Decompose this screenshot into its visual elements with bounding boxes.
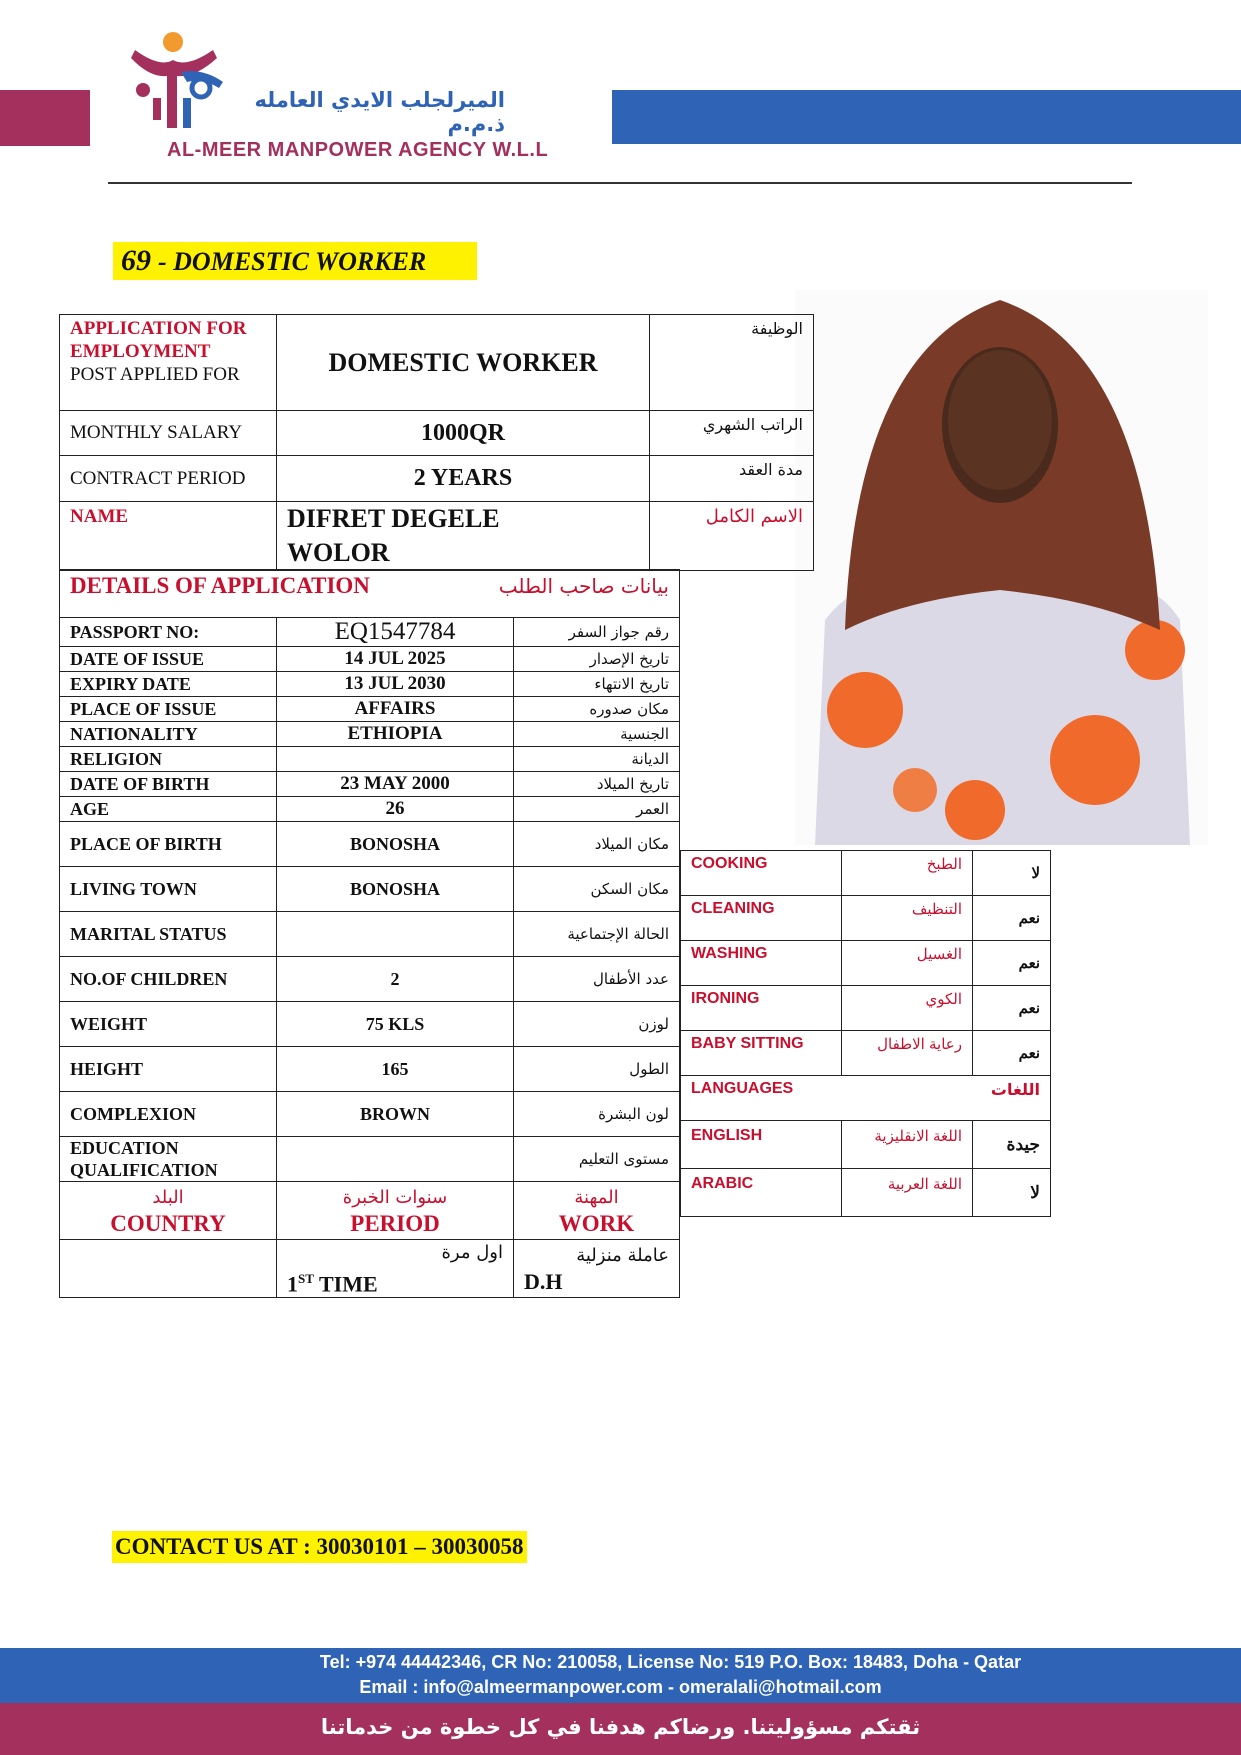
work-label: WORK: [558, 1210, 635, 1236]
experience-country: [60, 1240, 277, 1298]
detail-value: BONOSHA: [277, 867, 514, 912]
detail-row: [60, 797, 680, 822]
detail-label: NO.OF CHILDREN: [60, 957, 277, 1002]
detail-label: HEIGHT: [60, 1047, 277, 1092]
detail-ar: العمر: [514, 797, 680, 822]
details-heading: DETAILS OF APPLICATION: [70, 573, 370, 598]
detail-label: WEIGHT: [60, 1002, 277, 1047]
country-header: [60, 1182, 277, 1240]
logo-arabic-text: الميرلجلب الايدي العامله ذ.م.م: [254, 88, 505, 136]
skill-label: WASHING: [681, 941, 842, 986]
detail-ar: مكان الميلاد: [514, 822, 680, 867]
detail-value: EQ1547784: [277, 618, 514, 647]
detail-label: EDUCATION QUALIFICATION: [60, 1137, 277, 1182]
detail-ar: الطول: [514, 1047, 680, 1092]
detail-label: PLACE OF BIRTH: [60, 822, 277, 867]
period-header: [277, 1182, 514, 1240]
detail-row: [60, 697, 680, 722]
name-value: [277, 502, 650, 571]
detail-row: [60, 722, 680, 747]
language-row: [681, 1169, 1051, 1217]
page-title: [113, 242, 477, 280]
skill-ar: رعاية الاطفال: [842, 1031, 973, 1076]
contact-line: CONTACT US AT : 30030101 – 30030058: [112, 1531, 527, 1563]
detail-value: BONOSHA: [277, 822, 514, 867]
detail-ar: رقم جواز السفر: [514, 618, 680, 647]
languages-heading: LANGUAGES: [691, 1080, 794, 1097]
details-heading-ar: بيانات صاحب الطلب: [498, 574, 669, 598]
detail-ar: عدد الأطفال: [514, 957, 680, 1002]
header-divider: [108, 182, 1132, 184]
language-ar: اللغة الانقليزية: [842, 1121, 973, 1169]
skill-row: [681, 941, 1051, 986]
detail-value: 75 KLS: [277, 1002, 514, 1047]
detail-ar: لوزن: [514, 1002, 680, 1047]
post-ar: الوظيفة: [650, 315, 814, 411]
detail-ar: لون البشرة: [514, 1092, 680, 1137]
detail-row: [60, 867, 680, 912]
detail-ar: مكان صدوره: [514, 697, 680, 722]
detail-row: [60, 1092, 680, 1137]
detail-label: PLACE OF ISSUE: [60, 697, 277, 722]
period-label: PERIOD: [350, 1210, 440, 1236]
period-ar: سنوات الخبرة: [342, 1186, 448, 1208]
detail-row: [60, 647, 680, 672]
detail-value: [277, 912, 514, 957]
skill-label: BABY SITTING: [681, 1031, 842, 1076]
skill-answer: نعم: [973, 941, 1051, 986]
title-text: - DOMESTIC WORKER: [158, 247, 427, 276]
skill-row: [681, 1031, 1051, 1076]
salary-value: 1000QR: [277, 411, 650, 456]
languages-heading-ar: اللغات: [990, 1080, 1040, 1099]
footer-email-line: Email : info@almeermanpower.com - omeralali@hotmail.com: [359, 1677, 882, 1697]
post-value: DOMESTIC WORKER: [277, 315, 650, 411]
footer-slogan: ثقتكم مسؤوليتنا. ورضاكم هدفنا في كل خطوة من خدماتنا: [320, 1715, 921, 1739]
experience-period-value: 1ST TIME: [287, 1271, 378, 1297]
top-info-table: [59, 314, 814, 571]
salary-label: MONTHLY SALARY: [60, 411, 277, 456]
detail-row: [60, 912, 680, 957]
skill-row: [681, 896, 1051, 941]
contract-label: CONTRACT PERIOD: [60, 456, 277, 502]
detail-ar: تاريخ الإصدار: [514, 647, 680, 672]
detail-value: 23 MAY 2000: [277, 772, 514, 797]
skill-label: IRONING: [681, 986, 842, 1031]
detail-row: [60, 822, 680, 867]
skill-answer: نعم: [973, 896, 1051, 941]
name-line-1: DIFRET DEGELE: [287, 504, 500, 533]
title-number: 69: [121, 244, 151, 277]
contract-ar: مدة العقد: [650, 456, 814, 502]
language-answer: جيدة: [973, 1121, 1051, 1169]
details-table: [59, 569, 680, 1298]
post-applied-label: POST APPLIED FOR: [70, 364, 240, 385]
language-ar: اللغة العربية: [842, 1169, 973, 1217]
detail-ar: الديانة: [514, 747, 680, 772]
detail-label: MARITAL STATUS: [60, 912, 277, 957]
country-label: COUNTRY: [110, 1210, 226, 1236]
detail-ar: مكان السكن: [514, 867, 680, 912]
detail-value: 13 JUL 2030: [277, 672, 514, 697]
detail-value: 2: [277, 957, 514, 1002]
name-label: NAME: [60, 502, 277, 571]
footer-maroon-band: [0, 1703, 1241, 1755]
header-maroon-band: [0, 90, 90, 146]
skill-answer: نعم: [973, 986, 1051, 1031]
detail-label: RELIGION: [60, 747, 277, 772]
skill-answer: لا: [973, 851, 1051, 896]
detail-value: 165: [277, 1047, 514, 1092]
experience-period: [277, 1240, 514, 1298]
detail-row: [60, 672, 680, 697]
salary-ar: الراتب الشهري: [650, 411, 814, 456]
detail-label: DATE OF ISSUE: [60, 647, 277, 672]
languages-heading-row: [681, 1076, 1051, 1121]
skill-row: [681, 986, 1051, 1031]
footer-blue-band: [0, 1648, 1241, 1703]
detail-value: ETHIOPIA: [277, 722, 514, 747]
language-label: ARABIC: [681, 1169, 842, 1217]
detail-value: AFFAIRS: [277, 697, 514, 722]
detail-row: [60, 1047, 680, 1092]
applicant-photo: [795, 290, 1208, 845]
language-row: [681, 1121, 1051, 1169]
detail-row: [60, 957, 680, 1002]
detail-ar: تاريخ الميلاد: [514, 772, 680, 797]
detail-row: [60, 1002, 680, 1047]
detail-ar: الحالة الإجتماعية: [514, 912, 680, 957]
detail-label: PASSPORT NO:: [60, 618, 277, 647]
footer-contact-line: Tel: +974 44442346, CR No: 210058, License No: 519 P.O. Box: 18483, Doha - Qatar: [319, 1652, 1022, 1672]
detail-label: COMPLEXION: [60, 1092, 277, 1137]
skill-ar: الغسيل: [842, 941, 973, 986]
application-label: APPLICATION FOR EMPLOYMENT: [70, 318, 247, 362]
skill-label: CLEANING: [681, 896, 842, 941]
detail-label: EXPIRY DATE: [60, 672, 277, 697]
skill-ar: التنظيف: [842, 896, 973, 941]
detail-value: 14 JUL 2025: [277, 647, 514, 672]
detail-value: [277, 747, 514, 772]
skill-row: [681, 851, 1051, 896]
detail-row: [60, 618, 680, 647]
detail-ar: مستوى التعليم: [514, 1137, 680, 1182]
work-header: [514, 1182, 680, 1240]
experience-work: [514, 1240, 680, 1298]
detail-label: LIVING TOWN: [60, 867, 277, 912]
detail-row: [60, 747, 680, 772]
detail-label: DATE OF BIRTH: [60, 772, 277, 797]
name-ar: الاسم الكامل: [650, 502, 814, 571]
detail-ar: تاريخ الانتهاء: [514, 672, 680, 697]
detail-label: NATIONALITY: [60, 722, 277, 747]
language-answer: لا: [973, 1169, 1051, 1217]
country-ar: البلد: [152, 1186, 184, 1208]
detail-row: [60, 1137, 680, 1182]
skills-table: [680, 850, 1051, 1217]
experience-work-ar: عاملة منزلية: [576, 1244, 669, 1266]
contract-value: 2 YEARS: [277, 456, 650, 502]
language-label: ENGLISH: [681, 1121, 842, 1169]
detail-ar: الجنسية: [514, 722, 680, 747]
detail-value: BROWN: [277, 1092, 514, 1137]
skill-ar: الكوي: [842, 986, 973, 1031]
experience-period-ar: اول مرة: [441, 1242, 503, 1263]
work-ar: المهنة: [574, 1186, 619, 1208]
detail-label: AGE: [60, 797, 277, 822]
experience-work-value: D.H: [524, 1268, 563, 1294]
logo-english-text: AL-MEER MANPOWER AGENCY W.L.L: [167, 139, 549, 161]
detail-row: [60, 772, 680, 797]
skill-answer: نعم: [973, 1031, 1051, 1076]
skill-ar: الطبخ: [842, 851, 973, 896]
detail-value: [277, 1137, 514, 1182]
header-blue-band: [612, 90, 1241, 144]
name-line-2: WOLOR: [287, 538, 390, 567]
details-heading-row: [60, 570, 680, 618]
detail-value: 26: [277, 797, 514, 822]
skill-label: COOKING: [681, 851, 842, 896]
